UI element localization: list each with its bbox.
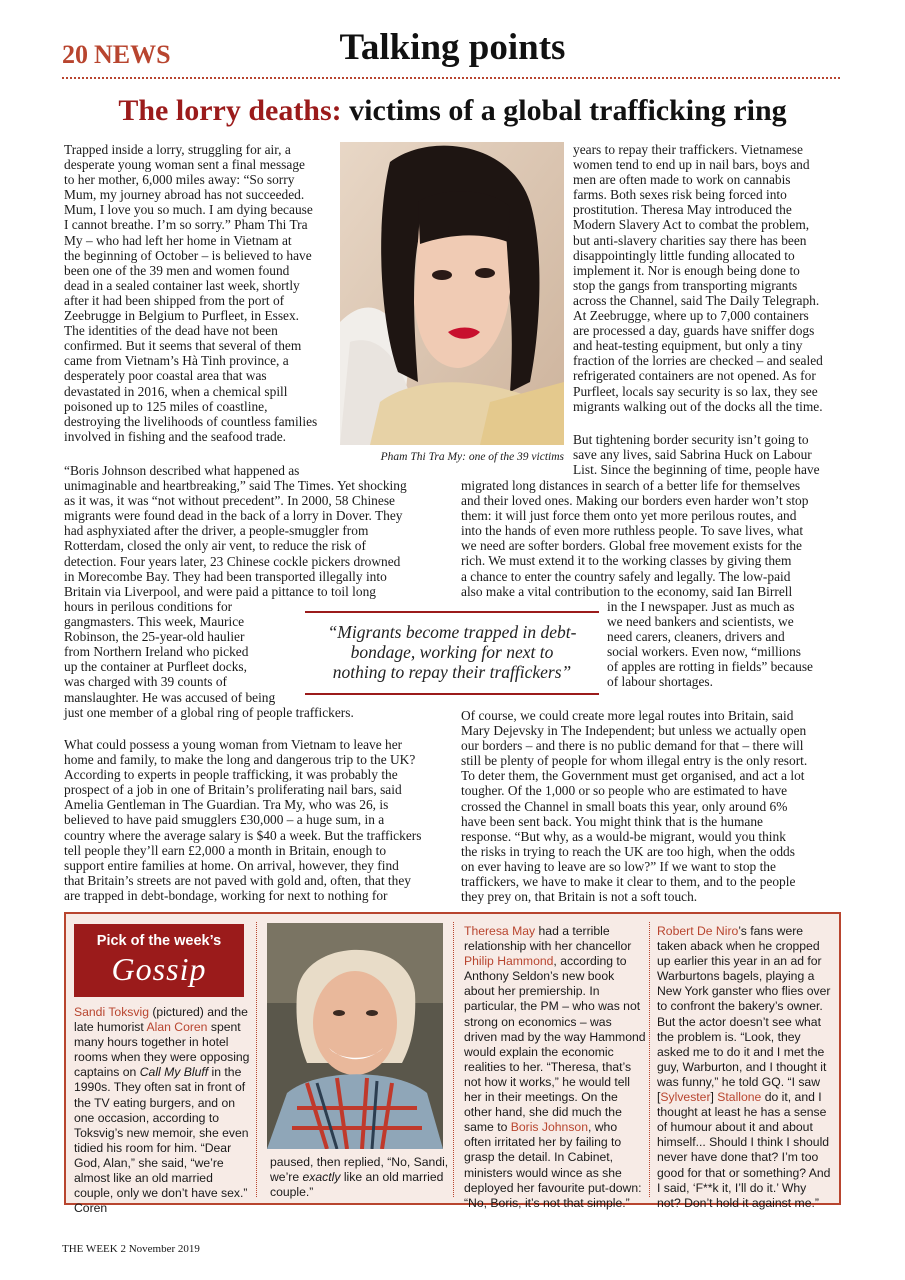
text-line: as it was, it was “not without precedent”. In 2000, 58 Chinese — [64, 493, 395, 509]
gossip-label — [74, 924, 244, 997]
text-line: years to repay their traffickers. Vietnamese — [573, 142, 803, 157]
text-line: to her mother, 6,000 miles away: “So sorry — [64, 172, 295, 188]
text-line: on ever having to leave are so low?” If we want to stop the — [461, 858, 776, 874]
text-line: refrigerated containers are not opened. As for — [573, 368, 816, 384]
portrait-image — [340, 142, 564, 445]
text-line: poisoned up to 125 miles of coastline, — [64, 398, 268, 414]
gossip-text: do it, and I thought at least he has a sense of humour about it and about himself... Should I think I should never have done that? I’m too good for that or something? And I said, ‘F**k it, I’ll do it.’ Why not? Don’t hold it against me.” — [657, 1090, 831, 1210]
text-line: unimaginable and heartbreaking,” said The Times. Yet shocking — [64, 478, 407, 494]
person-name: Sylvester — [660, 1090, 711, 1105]
pull-quote-line: nothing to repay their traffickers” — [332, 662, 572, 682]
text-line: manslaughter. He was accused of being — [64, 689, 276, 705]
text-line: Mum, my journey abroad has not succeeded. — [64, 187, 305, 203]
gossip-photo — [267, 923, 443, 1149]
text-line: but anti-slavery charities say there has been — [573, 232, 807, 248]
person-name: Boris Johnson — [510, 1120, 588, 1135]
person-name: Theresa May — [464, 924, 536, 938]
text-line: into the hands of even more ruthless people. To save lives, what — [461, 523, 804, 539]
text-line: across the Channel, said The Daily Telegraph. — [573, 292, 820, 308]
portrait-image — [267, 923, 443, 1149]
gossip-text: ] — [710, 1090, 718, 1105]
text-line: of apples are rotting in fields” because — [607, 659, 813, 675]
text-line: confirmed. But it seems that several of them — [64, 338, 302, 354]
text-line: Britain via Liverpool, and were paid a pittance to toil long — [64, 583, 376, 599]
text-line: migrated long distances in search of a better life for themselves — [461, 478, 801, 493]
text-line: and their loved ones. Making our borders even harder won’t stop — [461, 493, 809, 509]
text-line: and heat-testing equipment, but only a tiny — [573, 338, 803, 354]
text-line: Rotterdam, closed the only air vent, to reduce the risk of — [64, 538, 366, 554]
text-line: Purfleet, locals say security is so lax, they see — [573, 383, 818, 399]
text-line: social workers. Even now, “millions — [607, 644, 802, 660]
column-divider — [453, 922, 454, 1197]
text-line: still be plenty of people for whom illegal entry is the only resort. — [461, 753, 808, 769]
text-line: save any lives, said Sabrina Huck on Labour — [573, 447, 812, 463]
text-line: they prey on, that Britain is not a soft touch. — [461, 889, 698, 905]
text-line: desperate young woman sent a final message — [64, 157, 305, 173]
text-line: Mary Dejevsky in The Independent; but unless we actually open — [461, 723, 807, 739]
text-line: the risks in trying to reach the UK are too high, when the odds — [461, 843, 795, 859]
article-text-col2-para3 — [461, 708, 843, 904]
text-line: implement it. Nor is enough being done to — [573, 262, 800, 278]
text-line: disappointingly little funding allocated to — [573, 247, 795, 263]
text-line: men are often made to work on cannabis — [573, 172, 791, 188]
text-line: At Zeebrugge, where up to 7,000 containers — [573, 308, 809, 324]
text-line: But tightening border security isn’t going to — [573, 432, 809, 447]
text-line: dead in a sealed container last week, shortly — [64, 277, 300, 293]
text-line: tell people they’ll earn £2,000 a month in Britain, enough to — [64, 842, 387, 858]
text-line: need carers, cleaners, drivers and — [607, 629, 785, 645]
article-text-para2a — [64, 463, 454, 599]
article-text-col2-para2 — [461, 478, 843, 599]
text-line: List. Since the beginning of time, people have — [573, 462, 820, 478]
gossip-text: in the 1990s. They often sat in front of the TV eating burgers, and on one occasion, according to Toksvig’s new memoir, she even tidied his room for him. “Dear God, Alan,” she said, “we’re almost like an old married couple, only we don’t have sex.” Coren — [74, 1065, 249, 1216]
text-line: rich. We must extend it to the working classes by giving them — [461, 553, 792, 569]
text-line: What could possess a young woman from Vietnam to leave her — [64, 737, 403, 752]
gossip-text: paused, then replied, “No, Sandi, we’re — [270, 1155, 449, 1185]
text-line: According to experts in people trafficking, it was probably the — [64, 767, 398, 783]
gossip-item-may — [464, 924, 646, 1211]
text-line: prospect of a job in one of Britain’s proliferating nail bars, said — [64, 782, 402, 798]
column-divider — [256, 922, 257, 1197]
text-line: gangmasters. This week, Maurice — [64, 614, 245, 630]
text-line: of labour shortages. — [607, 674, 713, 690]
gossip-text: ’s fans were taken aback when he cropped up earlier this year in an ad for Warburtons bagels, playing a New York ganster who flies over to confront the bakery’s owner. But the actor doesn’t see what the problem is. “Look, they asked me to do it and I met the guy, Warburton, and I thought it was funny,” he told GQ. “I saw [ — [657, 924, 831, 1105]
gossip-item-toksvig — [74, 1005, 254, 1216]
text-line: fraction of the lorries are checked – and sealed — [573, 353, 823, 369]
person-name: Robert De Niro — [657, 924, 739, 938]
gossip-label-main: Gossip — [111, 951, 207, 987]
text-line: tougher. Of the 1,000 or so people who are estimated to have — [461, 783, 788, 799]
text-line: traffickers, we have to make it clear to them, and to the people — [461, 874, 796, 890]
text-line: Amelia Gentleman in The Guardian. Tra My, who was 26, is — [64, 797, 389, 813]
text-line: believed to have paid smugglers £30,000 – a huge sum, in a — [64, 812, 385, 828]
text-line: home and family, to make the long and dangerous trip to the UK? — [64, 752, 416, 768]
article-text-col3-top — [573, 142, 843, 414]
emphasis: exactly — [302, 1170, 341, 1185]
text-line: just one member of a global ring of people traffickers. — [64, 704, 354, 720]
gossip-label-top: Pick of the week’s — [96, 933, 222, 949]
page-footer: THE WEEK 2 November 2019 — [62, 1243, 200, 1255]
text-line: had asphyxiated after the driver, a people-smuggler from — [64, 523, 369, 539]
gossip-text: , according to Anthony Seldon’s new book about her premiership. In particular, the PM – who was not strong on economics – was driven mad by the way Hammond would explain the economic realities to her. “Theresa, that’s not how it works,” he would tell her in their meetings. On the other hand, she did much the same to — [464, 954, 646, 1135]
text-line: involved in fishing and the seafood trade. — [64, 428, 287, 444]
text-line: from Northern Ireland who picked — [64, 644, 249, 660]
article-text-col1-top — [64, 142, 336, 444]
text-line: in Morecombe Bay. They had been transported illegally into — [64, 568, 387, 584]
text-line: prostitution. Theresa May introduced the — [573, 202, 792, 218]
gossip-text: had a terrible relationship with her chancellor — [464, 924, 632, 954]
header-rule — [62, 77, 840, 79]
text-line: after it had been shipped from the port of — [64, 292, 285, 308]
text-line: have been sent back. You might think that is the humane — [461, 813, 763, 829]
headline-accent: The lorry deaths: — [118, 94, 342, 127]
text-line: hours in perilous conditions for — [64, 599, 233, 614]
text-line: are processed a day, guards have sniffer dogs — [573, 323, 815, 339]
text-line: Mum, I love you so much. I am dying because — [64, 202, 313, 218]
text-line: a chance to enter the country safely and legally. The low-paid — [461, 568, 791, 584]
section-number: 20 — [62, 40, 88, 69]
pull-quote — [305, 622, 599, 682]
photo-caption: Pham Thi Tra My: one of the 39 victims — [380, 451, 564, 463]
gossip-text: (pictured) and the late humorist — [74, 1005, 248, 1035]
pull-quote-line: bondage, working for next to — [350, 642, 554, 662]
person-name: Stallone — [717, 1090, 762, 1105]
text-line: “Boris Johnson described what happened as — [64, 463, 300, 478]
text-line: we need are softer borders. Global free movement exists for the — [461, 538, 802, 554]
text-line: up the container at Purfleet docks, — [64, 659, 247, 675]
text-line: Of course, we could create more legal routes into Britain, said — [461, 708, 794, 723]
text-line: response. “But why, as a would-be migrant, would you think — [461, 828, 786, 844]
text-line: Trapped inside a lorry, struggling for air, a — [64, 142, 291, 157]
gossip-text: like an old married couple.” — [270, 1170, 444, 1200]
text-line: in the I newspaper. Just as much as — [607, 599, 795, 614]
page-title: Talking points — [339, 27, 566, 68]
text-line: Zeebrugge in Belgium to Purfleet, in Essex. — [64, 308, 300, 324]
column-divider — [649, 922, 650, 1197]
article-text-para3 — [64, 737, 454, 903]
text-line: To deter them, the Government must get organised, and act a lot — [461, 768, 805, 784]
text-line: Modern Slavery Act to combat the problem, — [573, 217, 810, 233]
gossip-text: , who often irritated her by failing to grasp the detail. In Cabinet, ministers would wince as she deployed her favourite put-down: “No, Boris, it’s not that simple.” — [464, 1120, 642, 1210]
text-line: our borders – and there is no public demand for that – there will — [461, 738, 804, 754]
text-line: are trapped in debt-bondage, working for next to nothing for — [64, 887, 388, 903]
text-line: Robinson, the 25-year-old haulier — [64, 629, 245, 645]
pull-quote-line: “Migrants become trapped in debt- — [327, 622, 577, 642]
show-title: Call My Bluff — [139, 1065, 209, 1080]
text-line: destroying the livelihoods of countless families — [64, 413, 318, 429]
text-line: the beginning of October – is believed to have — [64, 247, 312, 263]
text-line: migrants walking out of the docks all the time. — [573, 398, 823, 414]
person-name: Philip Hammond — [464, 954, 554, 969]
article-photo — [340, 142, 564, 445]
article-text-col3-para2a — [573, 432, 843, 477]
text-line: been one of the 39 men and women found — [64, 262, 290, 278]
headline-rest: victims of a global trafficking ring — [341, 94, 787, 127]
gossip-text: spent many hours together in hotel rooms when they were opposing captains on — [74, 1020, 250, 1080]
gossip-item-toksvig-cont — [270, 1155, 450, 1200]
person-name: Sandi Toksvig — [74, 1005, 149, 1019]
text-line: detection. Four years later, 23 Chinese cockle pickers drowned — [64, 553, 401, 569]
text-line: farms. Both sexes risk being forced into — [573, 187, 787, 203]
person-name: Alan Coren — [146, 1020, 208, 1035]
article-text-col3-para2b — [607, 599, 843, 690]
article-headline — [0, 94, 905, 128]
text-line: My – who had left her home in Vietnam at — [64, 232, 292, 248]
text-line: that Britain’s streets are not paved with gold and, often, that they — [64, 872, 411, 888]
text-line: support entire families at home. On arrival, however, they find — [64, 857, 399, 873]
text-line: stop the gangs from transporting migrants — [573, 277, 798, 293]
text-line: we need bankers and scientists, we — [607, 614, 794, 630]
text-line: I cannot breathe. I’m so sorry.” Pham Thi Tra — [64, 217, 308, 233]
text-line: was charged with 39 counts of — [64, 674, 228, 690]
text-line: country where the average salary is $40 a week. But the traffickers — [64, 827, 422, 843]
text-line: migrants were found dead in the back of a lorry in Dover. They — [64, 508, 403, 524]
text-line: crossed the Channel in small boats this year, only around 6% — [461, 798, 788, 814]
section-name: NEWS — [94, 40, 171, 69]
text-line: The identities of the dead have not been — [64, 323, 278, 339]
text-line: also make a vital contribution to the economy, said Ian Birrell — [461, 583, 793, 599]
text-line: women tend to end up in nail bars, boys and — [573, 157, 810, 173]
text-line: desperately poor coastal area that was — [64, 368, 267, 384]
text-line: came from Vietnam’s Hà Tinh province, a — [64, 353, 289, 369]
gossip-item-deniro — [657, 924, 833, 1211]
text-line: them: it will just force them onto yet more perilous routes, and — [461, 508, 797, 524]
text-line: devastated in 2016, when a chemical spill — [64, 383, 288, 399]
